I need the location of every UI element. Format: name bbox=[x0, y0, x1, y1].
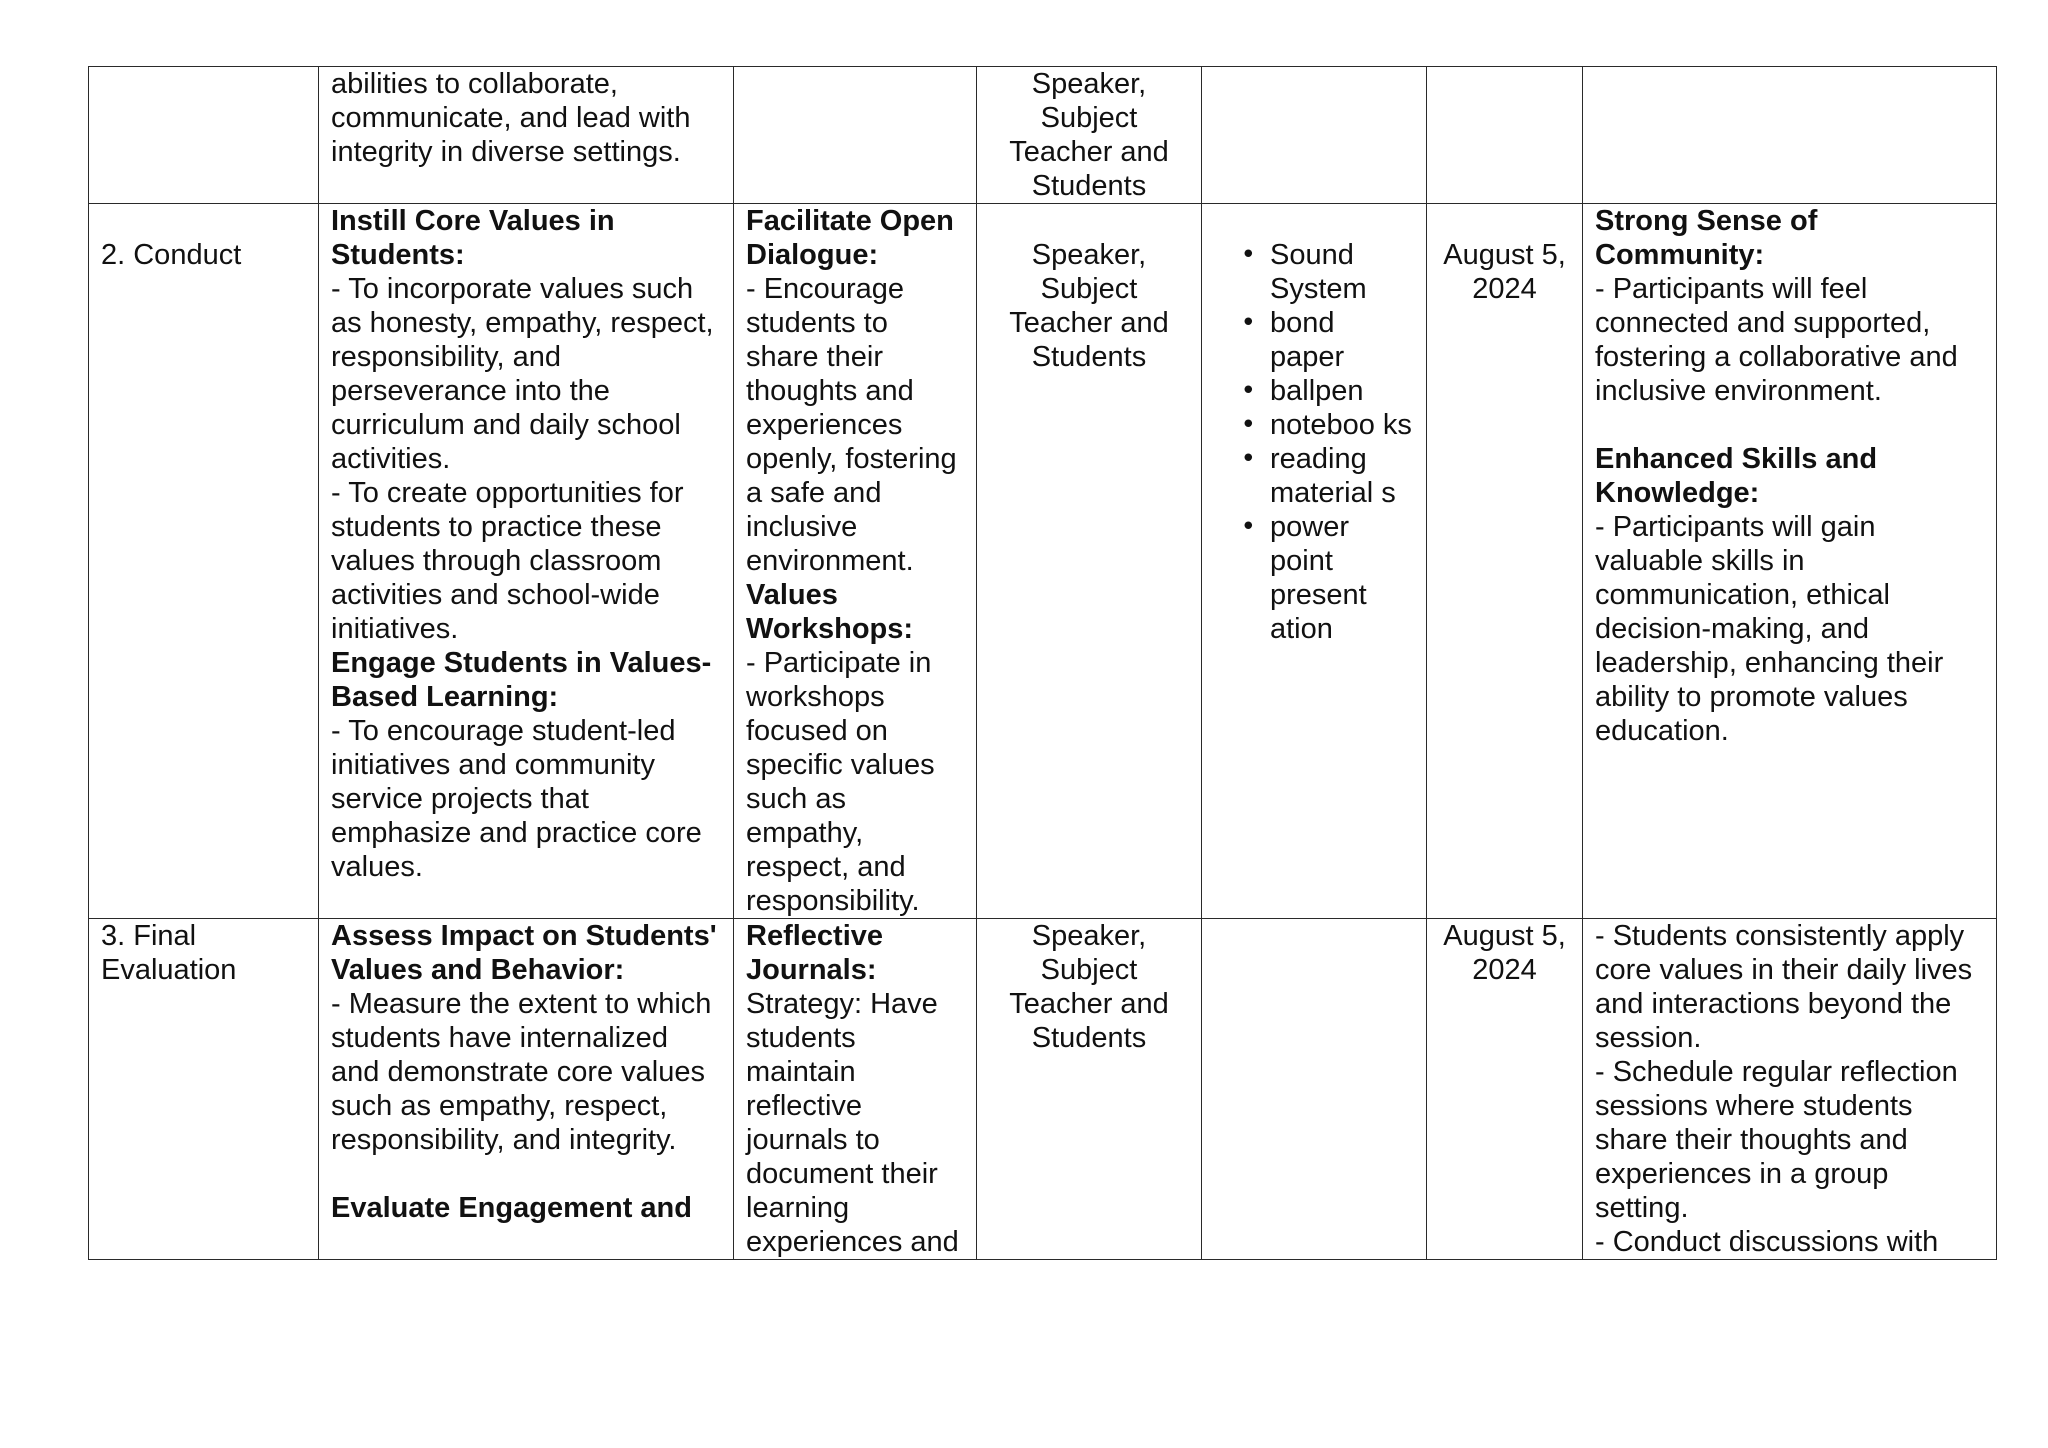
objectives-cell bbox=[319, 204, 734, 919]
strategies-cell bbox=[734, 919, 977, 1260]
objectives-cell bbox=[319, 67, 734, 204]
material-item: • noteboo ks bbox=[1214, 408, 1414, 442]
section-heading: Enhanced Skills and Knowledge: bbox=[1595, 443, 1878, 509]
section-heading: Engage Students in Values-Based Learning: bbox=[331, 647, 712, 713]
body-text: - Conduct discussions with bbox=[1595, 1226, 1939, 1258]
objectives-content bbox=[331, 919, 721, 1225]
outcomes-cell bbox=[1583, 919, 1997, 1260]
persons-text: Speaker, Subject Teacher and Students bbox=[1009, 68, 1169, 202]
table-row bbox=[89, 204, 1997, 919]
materials-cell bbox=[1202, 919, 1427, 1260]
material-item: • bond paper bbox=[1214, 306, 1414, 374]
materials-cell bbox=[1202, 204, 1427, 919]
phase-cell bbox=[89, 67, 319, 204]
outcomes-cell bbox=[1583, 204, 1997, 919]
section-heading: Instill Core Values in Students: bbox=[331, 205, 615, 271]
objectives-content bbox=[331, 67, 721, 169]
blank-line bbox=[1595, 408, 1984, 442]
blank-line bbox=[331, 1157, 721, 1191]
body-text: - To create opportunities for students to practice these values through classroom activities and school-wide initiatives. bbox=[331, 477, 684, 645]
body-text: - To encourage student-led initiatives and community service projects that emphasize and practice core values. bbox=[331, 715, 702, 883]
material-item: • ballpen bbox=[1214, 374, 1414, 408]
persons-cell bbox=[977, 919, 1202, 1260]
table-row bbox=[89, 919, 1997, 1260]
phase-label: 3. Final Evaluation bbox=[101, 920, 237, 986]
section-heading: Evaluate Engagement and bbox=[331, 1192, 692, 1224]
phase-cell bbox=[89, 919, 319, 1260]
body-text: abilities to collaborate, communicate, and lead with integrity in diverse settings. bbox=[331, 68, 691, 168]
strategies-cell bbox=[734, 67, 977, 204]
strategies-content bbox=[746, 204, 964, 918]
body-text: - Participants will gain valuable skills in communication, ethical decision-making, and leadership, enhancing their ability to promote values education. bbox=[1595, 511, 1944, 747]
body-text: - Students consistently apply core values in their daily lives and interactions beyond the session. bbox=[1595, 920, 1973, 1054]
persons-cell bbox=[977, 204, 1202, 919]
body-text: - Schedule regular reflection sessions where students share their thoughts and experiences in a group setting. bbox=[1595, 1056, 1958, 1224]
table-row bbox=[89, 67, 1997, 204]
outcomes-content bbox=[1595, 204, 1984, 748]
phase-cell bbox=[89, 204, 319, 919]
section-heading: Facilitate Open Dialogue: bbox=[746, 205, 954, 271]
date-cell bbox=[1427, 204, 1583, 919]
date-cell bbox=[1427, 919, 1583, 1260]
section-heading: Strong Sense of Community: bbox=[1595, 205, 1818, 271]
action-plan-table bbox=[88, 66, 1997, 1260]
body-text: - Participate in workshops focused on specific values such as empathy, respect, and responsibility. bbox=[746, 647, 935, 917]
outcomes-content bbox=[1595, 919, 1984, 1259]
date-text: August 5, 2024 bbox=[1443, 920, 1566, 986]
persons-text: Speaker, Subject Teacher and Students bbox=[1009, 920, 1169, 1054]
materials-cell bbox=[1202, 67, 1427, 204]
materials-list bbox=[1214, 204, 1414, 646]
strategies-cell bbox=[734, 204, 977, 919]
body-text: - Participants will feel connected and supported, fostering a collaborative and inclusive environment. bbox=[1595, 273, 1958, 407]
date-text: August 5, 2024 bbox=[1443, 239, 1566, 305]
material-item: • Sound System bbox=[1214, 238, 1414, 306]
section-heading: Assess Impact on Students' Values and Behavior: bbox=[331, 920, 717, 986]
persons-text: Speaker, Subject Teacher and Students bbox=[1009, 239, 1169, 373]
phase-label: 2. Conduct bbox=[101, 239, 242, 271]
section-heading: Values Workshops: bbox=[746, 579, 914, 645]
outcomes-cell bbox=[1583, 67, 1997, 204]
material-item: • power point present ation bbox=[1214, 510, 1414, 646]
objectives-cell bbox=[319, 919, 734, 1260]
strategies-content bbox=[746, 919, 964, 1259]
body-text: - Encourage students to share their thoughts and experiences openly, fostering a safe and inclusive environment. bbox=[746, 273, 957, 577]
body-text: - To incorporate values such as honesty, empathy, respect, responsibility, and perseverance into the curriculum and daily school activities. bbox=[331, 273, 714, 475]
date-cell bbox=[1427, 67, 1583, 204]
material-item: • reading material s bbox=[1214, 442, 1414, 510]
section-heading: Reflective Journals: bbox=[746, 920, 884, 986]
body-text: Strategy: Have students maintain reflective journals to document their learning experiences and bbox=[746, 988, 959, 1258]
objectives-content bbox=[331, 204, 721, 884]
body-text: - Measure the extent to which students have internalized and demonstrate core values such as empathy, respect, responsibility, and integrity. bbox=[331, 988, 712, 1156]
persons-cell bbox=[977, 67, 1202, 204]
